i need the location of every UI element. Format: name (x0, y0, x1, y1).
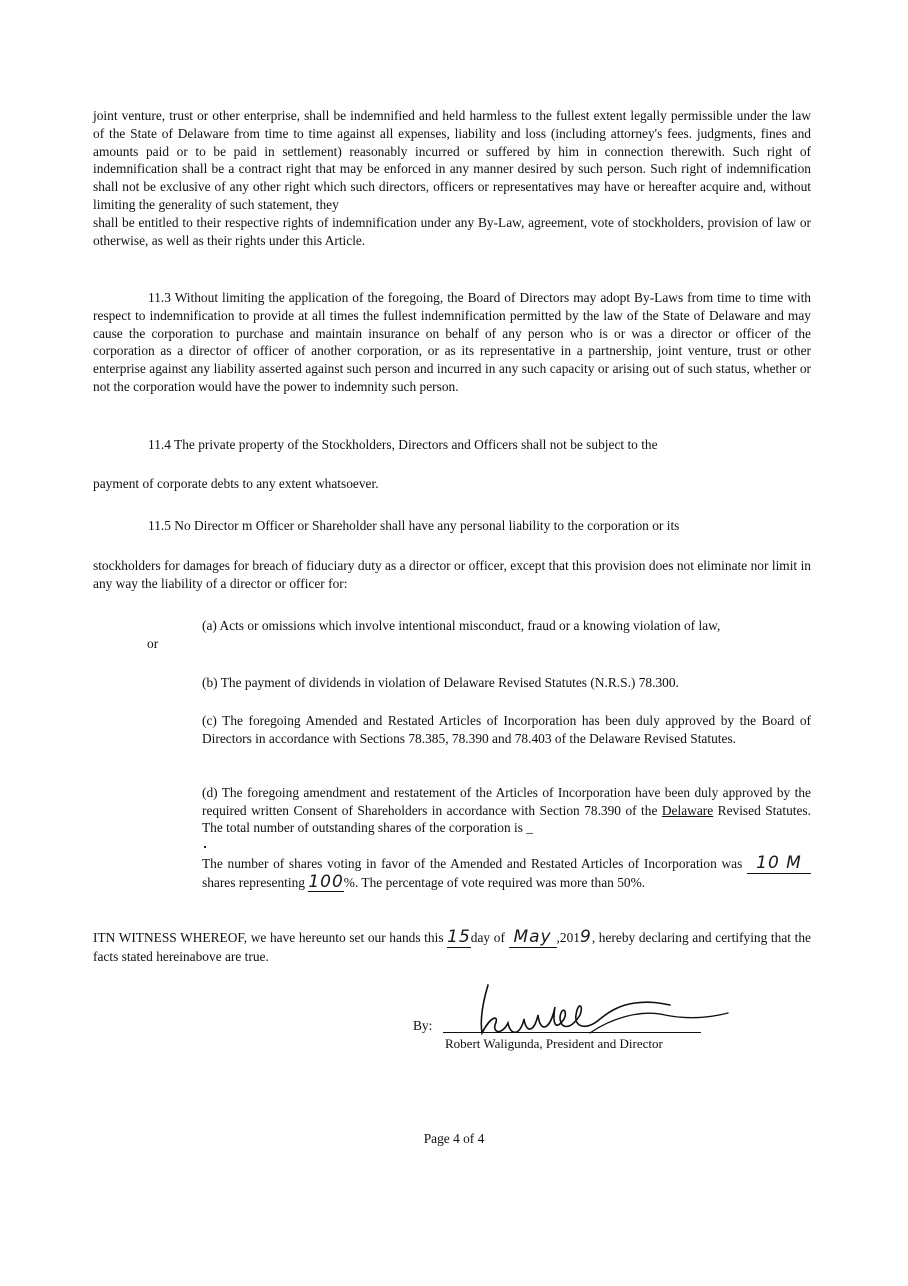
item-a: (a) Acts or omissions which involve intentional misconduct, fraud or a knowing violation of law, (202, 618, 721, 633)
item-d-part1: (d) The foregoing amendment and restatement of the Articles of Incorporation have been duly approved by the required written Consent of Shareholders in accordance with Section 78.390 of the (202, 785, 811, 818)
witness-day-handwritten: 15 (447, 927, 471, 947)
votes-statement (202, 855, 811, 892)
stray-dot (204, 846, 206, 848)
votes-part1: The number of shares voting in favor of the Amended and Restated Articles of Incorporation was (202, 856, 743, 871)
witness-clause (93, 929, 811, 966)
signer-name: Robert Waligunda, President and Director (445, 1036, 663, 1051)
witness-part1: ITN WITNESS WHEREOF, we have hereunto set our hands this (93, 930, 448, 945)
paragraph-11-3: 11.3 Without limiting the application of the foregoing, the Board of Directors may adopt By-Laws from time to time with respect to indemnification to provide at all times the fullest indemnification permitted by the law of the State of Delaware and may cause the corporation to purchase and maintain insurance on behalf of any person who is or was a director or officer of the corporation as a director of officer of another corporation, or as its representative in a partnership, joint venture, trust or other enterprise against any liability asserted against such person and incurred in any such capacity or arising out of such status, whether or not the corporation would have the power to indemnity such person. (93, 290, 811, 394)
votes-shares-handwritten: 10 M (747, 855, 811, 874)
votes-part2: shares representing (202, 874, 309, 890)
item-d-part2: Revised Statutes. The total number of outstanding shares of the corporation is _ (202, 802, 811, 836)
or-label: or (147, 636, 159, 651)
witness-part4: , hereby declaring and certifying that the facts stated hereinabove are true. (93, 930, 811, 964)
paragraph-11-5-line1: 11.5 No Director m Officer or Shareholder shall have any personal liability to the corporation or its (148, 518, 680, 533)
signature-line (443, 1032, 701, 1033)
witness-year-handwritten: 9 (579, 927, 592, 947)
item-d-delaware: Delaware (661, 802, 714, 818)
witness-part3: ,201 (556, 930, 580, 945)
votes-part3: %. The percentage of vote required was more than 50%. (343, 874, 646, 890)
votes-percent-handwritten: 100 (308, 871, 344, 892)
witness-month-handwritten: May (509, 929, 557, 948)
item-b: (b) The payment of dividends in violation of Delaware Revised Statutes (N.R.S.) 78.300. (202, 675, 679, 690)
paragraph-11-2-text-2: shall be entitled to their respective rights of indemnification under any By-Law, agreement, vote of stockholders, provision of law or otherwise, as well as their rights under this Article. (93, 214, 811, 248)
page-number: Page 4 of 4 (423, 1131, 485, 1146)
paragraph-11-2-continued (93, 107, 811, 249)
paragraph-11-5-line2: stockholders for damages for breach of fiduciary duty as a director or officer, except that this provision does not eliminate nor limit in any way the liability of a director or officer for: (93, 558, 811, 591)
item-c: (c) The foregoing Amended and Restated Articles of Incorporation has been duly approved by the Board of Directors in accordance with Sections 78.385, 78.390 and 78.403 of the Delaware Revised Statutes. (202, 713, 811, 746)
by-label: By: (413, 1018, 433, 1033)
paragraph-11-2-text: joint venture, trust or other enterprise, shall be indemnified and held harmless to the fullest extent legally permissible under the law of the State of Delaware from time to time against all expenses, liability and loss (including attorney's fees. judgments, fines and amounts paid or to be paid in settlement) reasonably incurred or suffered by him in connection therewith. Such right of indemnification shall be a contract right that may be enforced in any manner desired by such person. Such right of indemnification shall not be exclusive of any other right which such directors, officers or representatives may have or hereafter acquire and, without limiting the generality of such statement, they (93, 108, 811, 212)
witness-part2: day of (470, 930, 509, 945)
item-d (202, 784, 811, 837)
paragraph-11-4-line1: 11.4 The private property of the Stockholders, Directors and Officers shall not be subject to the (148, 437, 658, 452)
paragraph-11-4-line2: payment of corporate debts to any extent whatsoever. (93, 476, 379, 491)
